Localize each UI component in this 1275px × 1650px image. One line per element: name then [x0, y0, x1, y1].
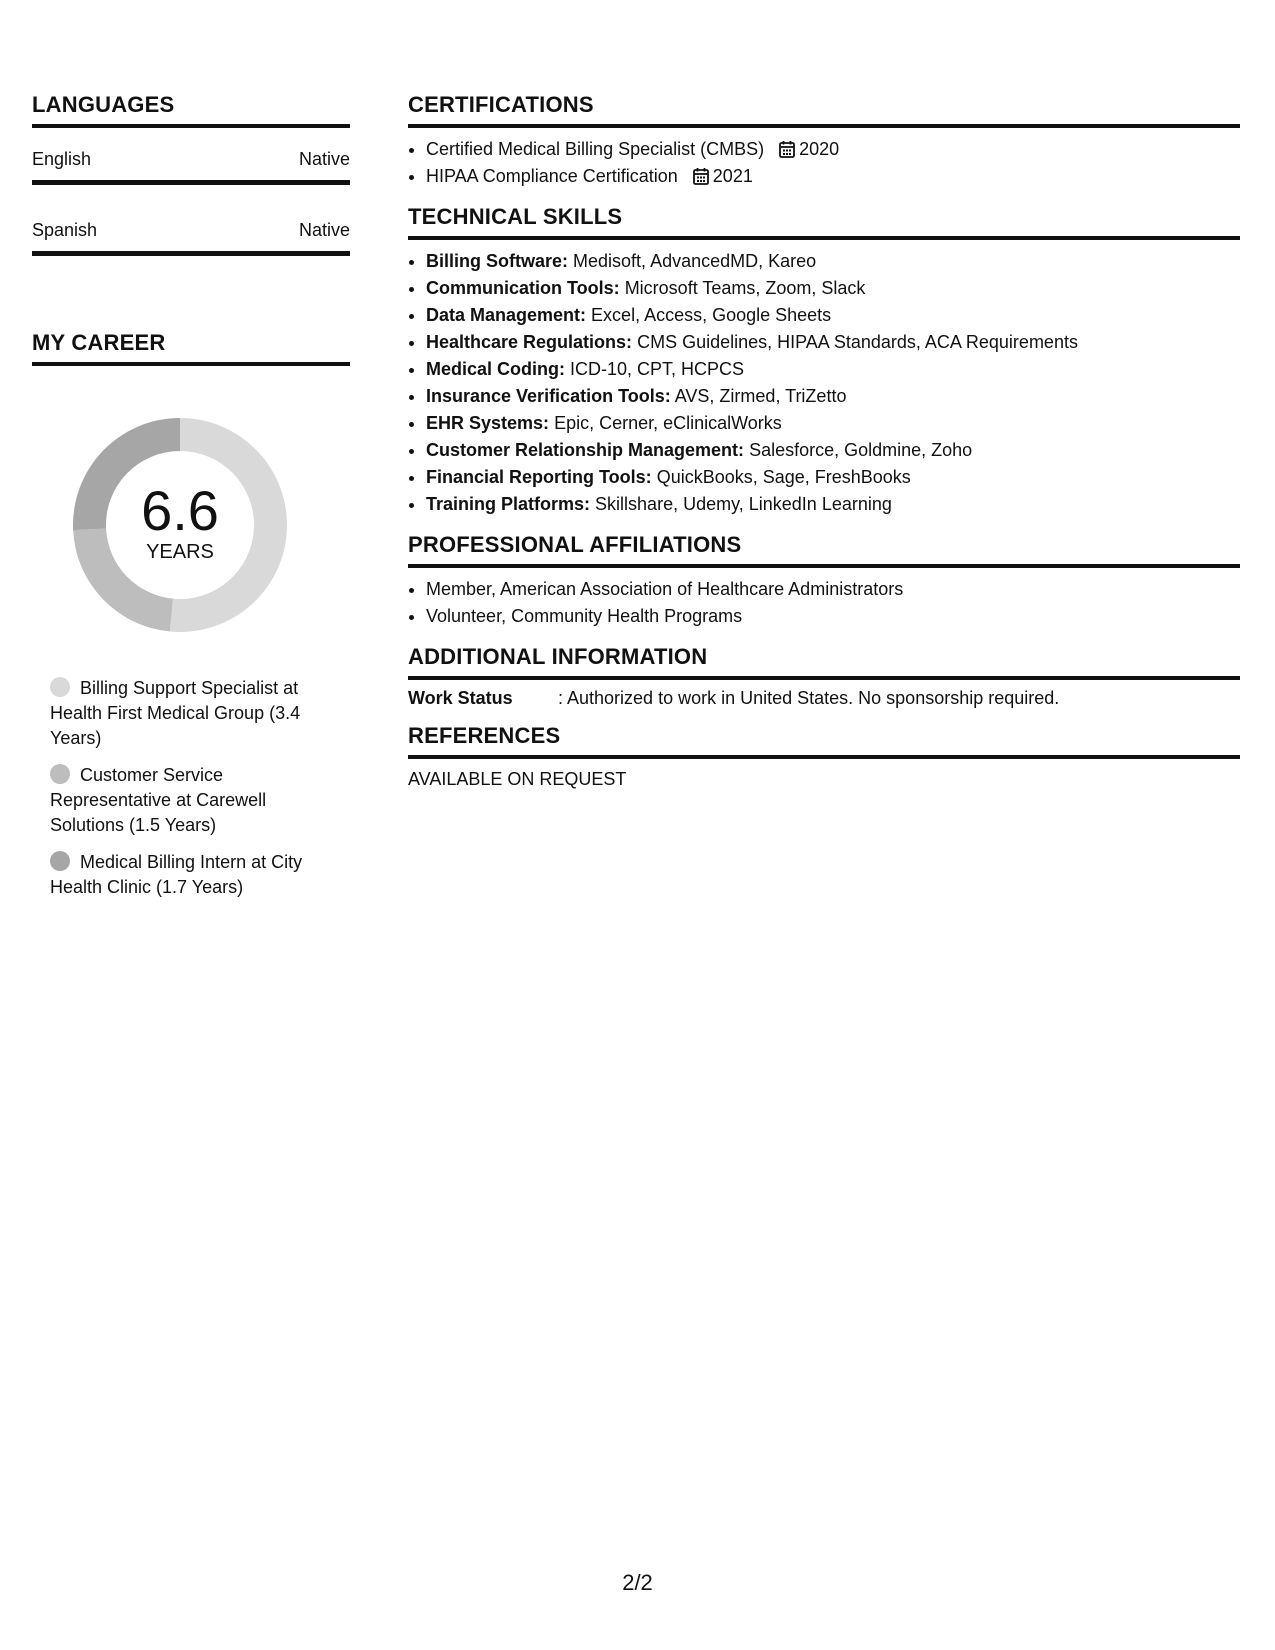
work-status-value: : Authorized to work in United States. No sponsorship required.	[558, 688, 1060, 708]
legend-item	[50, 676, 340, 751]
list-item	[426, 136, 1240, 163]
references-text: AVAILABLE ON REQUEST	[408, 769, 627, 789]
list-item	[426, 329, 1240, 356]
skill-value: Skillshare, Udemy, LinkedIn Learning	[595, 494, 892, 514]
list-item	[426, 248, 1240, 275]
skill-value: CMS Guidelines, HIPAA Standards, ACA Requirements	[637, 332, 1078, 352]
technical-skills-list	[408, 248, 1240, 518]
skill-label: Data Management:	[426, 305, 587, 325]
page-number: 2/2	[622, 1570, 653, 1595]
language-row	[32, 142, 350, 185]
certifications-list	[408, 136, 1240, 190]
language-level: Native	[298, 149, 350, 169]
language-name: English	[32, 149, 92, 169]
career-legend	[50, 676, 340, 900]
skill-label: Medical Coding:	[426, 359, 565, 379]
list-item: • Volunteer, Community Health Programs	[426, 603, 1240, 630]
legend-item	[50, 763, 340, 838]
list-item	[426, 383, 1240, 410]
references-heading: REFERENCES	[408, 723, 1240, 759]
list-item	[426, 410, 1240, 437]
certification-year: 2020	[799, 139, 840, 159]
legend-label: Medical Billing Intern at City Health Clinic (1.7 Years)	[50, 852, 303, 897]
list-item	[426, 464, 1240, 491]
languages-list	[32, 142, 350, 256]
language-row	[32, 213, 350, 256]
donut-center	[65, 410, 295, 640]
work-status-label: Work Status	[408, 688, 513, 708]
certification-name: HIPAA Compliance Certification	[426, 166, 678, 186]
skill-label: Communication Tools:	[426, 278, 620, 298]
language-name: Spanish	[32, 220, 98, 240]
skill-value: Microsoft Teams, Zoom, Slack	[624, 278, 866, 298]
legend-dot-icon	[50, 677, 70, 697]
calendar-icon	[779, 140, 795, 158]
certification-name: Certified Medical Billing Specialist (CMBS)	[426, 139, 765, 159]
legend-dot-icon	[50, 764, 70, 784]
skill-value: Salesforce, Goldmine, Zoho	[749, 440, 973, 460]
list-item: • Member, American Association of Healthcare Administrators	[426, 576, 1240, 603]
list-item	[426, 275, 1240, 302]
skill-value: Medisoft, AdvancedMD, Kareo	[573, 251, 817, 271]
affiliations-list	[408, 576, 1240, 630]
affiliations-heading: PROFESSIONAL AFFILIATIONS	[408, 532, 1240, 568]
certification-year: 2021	[712, 166, 753, 186]
list-item	[426, 356, 1240, 383]
work-status-row	[408, 688, 1240, 709]
skill-value: Epic, Cerner, eClinicalWorks	[554, 413, 782, 433]
career-heading: MY CAREER	[32, 330, 350, 366]
certifications-heading: CERTIFICATIONS	[408, 92, 1240, 128]
career-total-years: 6.6	[141, 478, 219, 542]
calendar-icon	[693, 167, 709, 185]
legend-label: Customer Service Representative at Carewell Solutions (1.5 Years)	[50, 765, 267, 835]
list-item	[426, 491, 1240, 518]
skill-label: Billing Software:	[426, 251, 569, 271]
career-total-unit: YEARS	[146, 540, 214, 563]
technical-skills-heading: TECHNICAL SKILLS	[408, 204, 1240, 240]
legend-item	[50, 850, 340, 900]
languages-heading: LANGUAGES	[32, 92, 350, 128]
career-donut-chart	[65, 410, 295, 640]
legend-label: Billing Support Specialist at Health First Medical Group (3.4 Years)	[50, 678, 301, 748]
right-column	[408, 92, 1240, 800]
list-item	[426, 163, 1240, 190]
additional-info-heading: ADDITIONAL INFORMATION	[408, 644, 1240, 680]
skill-label: Financial Reporting Tools:	[426, 467, 652, 487]
skill-label: Training Platforms:	[426, 494, 591, 514]
skill-value: ICD-10, CPT, HCPCS	[570, 359, 745, 379]
skill-value: QuickBooks, Sage, FreshBooks	[656, 467, 911, 487]
skill-label: EHR Systems:	[426, 413, 550, 433]
skill-value: AVS, Zirmed, TriZetto	[674, 386, 847, 406]
list-item	[426, 302, 1240, 329]
skill-label: Healthcare Regulations:	[426, 332, 633, 352]
language-level: Native	[298, 220, 350, 240]
legend-dot-icon	[50, 851, 70, 871]
left-column	[32, 92, 350, 912]
list-item	[426, 437, 1240, 464]
skill-label: Insurance Verification Tools:	[426, 386, 671, 406]
skill-value: Excel, Access, Google Sheets	[591, 305, 832, 325]
skill-label: Customer Relationship Management:	[426, 440, 745, 460]
